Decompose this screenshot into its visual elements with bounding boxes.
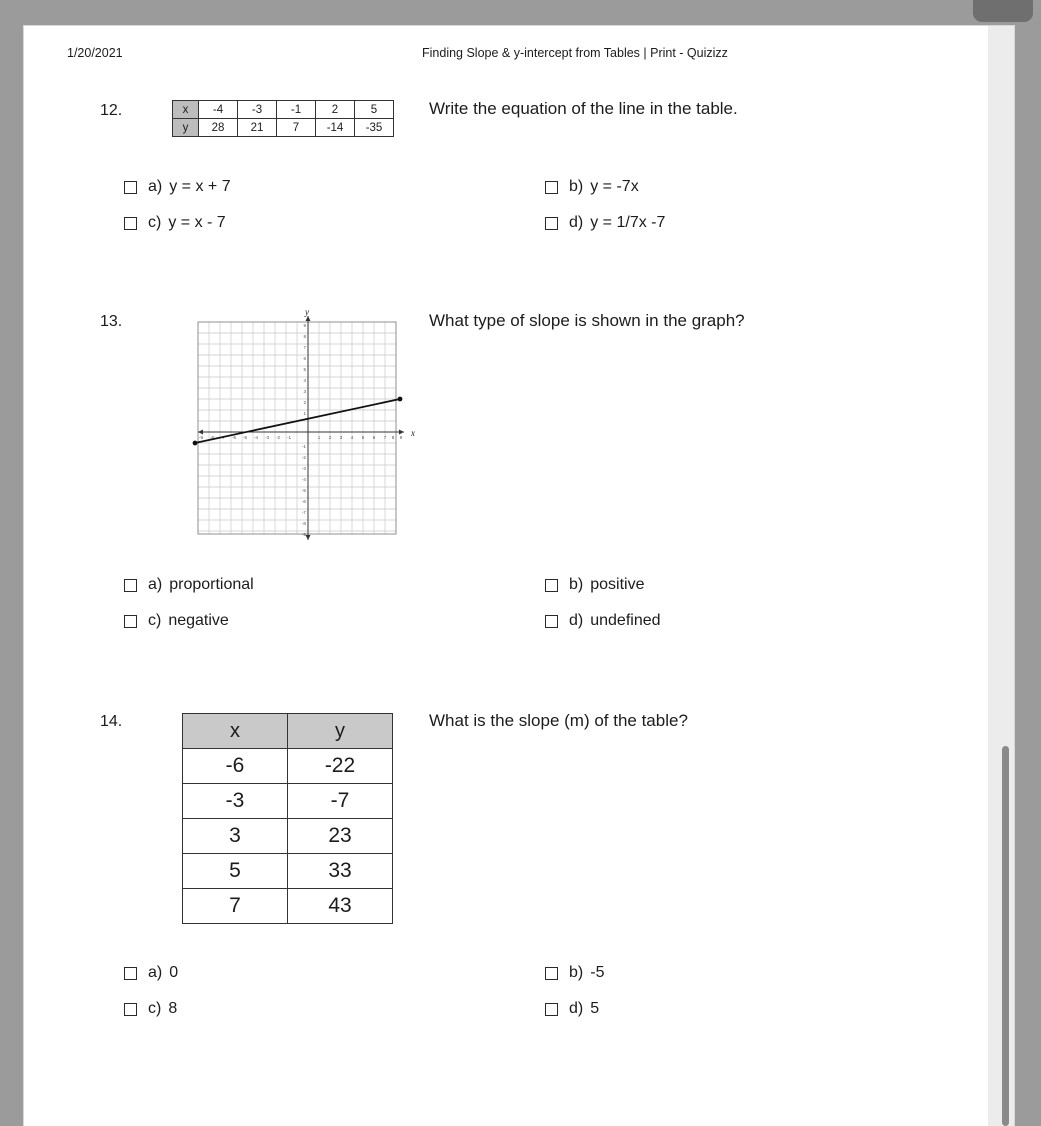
svg-text:-4: -4 bbox=[301, 477, 306, 482]
svg-text:5: 5 bbox=[361, 435, 365, 440]
cell-x: -6 bbox=[183, 749, 288, 784]
choice-13-c[interactable] bbox=[124, 612, 229, 630]
choice-text: undefined bbox=[590, 612, 661, 629]
table-row bbox=[183, 854, 393, 889]
page-content bbox=[24, 26, 988, 1126]
checkbox-icon[interactable] bbox=[545, 217, 558, 230]
svg-text:2: 2 bbox=[328, 435, 332, 440]
choice-letter: a) bbox=[148, 964, 163, 981]
choice-12-c[interactable] bbox=[124, 214, 226, 232]
svg-text:7: 7 bbox=[383, 435, 387, 440]
row-label-x: x bbox=[173, 101, 199, 119]
question-14-number: 14. bbox=[100, 713, 123, 730]
choice-letter: a) bbox=[148, 178, 163, 195]
choice-13-a[interactable] bbox=[124, 576, 254, 594]
question-12-number: 12. bbox=[100, 102, 123, 119]
cell-x-0: -4 bbox=[199, 101, 238, 119]
cell-y: 43 bbox=[288, 889, 393, 924]
choice-12-b[interactable] bbox=[545, 178, 639, 196]
browser-tab-stub[interactable] bbox=[973, 0, 1033, 22]
svg-text:-1: -1 bbox=[301, 444, 306, 449]
cell-y-1: 21 bbox=[238, 119, 277, 137]
cell-y: 33 bbox=[288, 854, 393, 889]
page-surface bbox=[24, 26, 1014, 1126]
cell-y-3: -14 bbox=[316, 119, 355, 137]
print-preview-page bbox=[24, 26, 1014, 1126]
svg-text:1: 1 bbox=[303, 411, 306, 416]
choice-text: y = 1/7x -7 bbox=[590, 214, 666, 231]
table-row bbox=[183, 749, 393, 784]
choice-letter: d) bbox=[569, 214, 584, 231]
svg-text:-3: -3 bbox=[264, 435, 270, 440]
scroll-gutter bbox=[988, 26, 1014, 1126]
cell-y-2: 7 bbox=[277, 119, 316, 137]
svg-text:1: 1 bbox=[317, 435, 321, 440]
cell-x-1: -3 bbox=[238, 101, 277, 119]
svg-text:3: 3 bbox=[303, 389, 306, 394]
cell-y-0: 28 bbox=[199, 119, 238, 137]
svg-text:9: 9 bbox=[303, 323, 306, 328]
checkbox-icon[interactable] bbox=[545, 1003, 558, 1016]
choice-text: 8 bbox=[168, 1000, 178, 1017]
choice-letter: b) bbox=[569, 178, 584, 195]
svg-text:-5: -5 bbox=[242, 435, 248, 440]
checkbox-icon[interactable] bbox=[545, 967, 558, 980]
svg-text:-1: -1 bbox=[286, 435, 292, 440]
choice-text: y = x + 7 bbox=[169, 178, 231, 195]
svg-text:4: 4 bbox=[303, 378, 306, 383]
svg-text:-5: -5 bbox=[301, 488, 306, 493]
table-row bbox=[183, 889, 393, 924]
choice-14-b[interactable] bbox=[545, 964, 604, 982]
column-header-y: y bbox=[288, 714, 393, 749]
checkbox-icon[interactable] bbox=[124, 579, 137, 592]
cell-y: -7 bbox=[288, 784, 393, 819]
choice-letter: d) bbox=[569, 612, 584, 629]
table-row bbox=[173, 119, 394, 137]
question-14-prompt: What is the slope (m) of the table? bbox=[429, 711, 688, 730]
svg-text:y: y bbox=[305, 308, 309, 317]
choice-text: positive bbox=[590, 576, 645, 593]
cell-x-2: -1 bbox=[277, 101, 316, 119]
cell-x: 5 bbox=[183, 854, 288, 889]
table-row bbox=[183, 819, 393, 854]
question-13-prompt: What type of slope is shown in the graph? bbox=[429, 311, 745, 330]
svg-text:-4: -4 bbox=[253, 435, 259, 440]
checkbox-icon[interactable] bbox=[124, 181, 137, 194]
vertical-scrollbar[interactable] bbox=[1002, 746, 1009, 1126]
choice-14-a[interactable] bbox=[124, 964, 178, 982]
svg-text:8: 8 bbox=[391, 435, 395, 440]
choice-12-a[interactable] bbox=[124, 178, 231, 196]
column-header-x: x bbox=[183, 714, 288, 749]
choice-letter: c) bbox=[148, 1000, 162, 1017]
checkbox-icon[interactable] bbox=[124, 615, 137, 628]
cell-y: -22 bbox=[288, 749, 393, 784]
svg-text:3: 3 bbox=[339, 435, 343, 440]
coordinate-grid-graph bbox=[172, 308, 422, 548]
table-row bbox=[173, 101, 394, 119]
question-13-graph bbox=[172, 308, 422, 548]
choice-12-d[interactable] bbox=[545, 214, 665, 232]
cell-x-4: 5 bbox=[355, 101, 394, 119]
table-header-row bbox=[183, 714, 393, 749]
svg-text:-9: -9 bbox=[301, 532, 306, 537]
checkbox-icon[interactable] bbox=[124, 967, 137, 980]
svg-text:6: 6 bbox=[372, 435, 376, 440]
question-13 bbox=[24, 308, 988, 648]
choice-13-b[interactable] bbox=[545, 576, 644, 594]
svg-text:4: 4 bbox=[350, 435, 354, 440]
checkbox-icon[interactable] bbox=[124, 217, 137, 230]
svg-text:-6: -6 bbox=[231, 435, 237, 440]
cell-x: 7 bbox=[183, 889, 288, 924]
svg-text:-3: -3 bbox=[301, 466, 306, 471]
svg-text:-2: -2 bbox=[275, 435, 281, 440]
document-header bbox=[24, 46, 988, 62]
choice-text: -5 bbox=[590, 964, 605, 981]
svg-text:-9: -9 bbox=[198, 435, 204, 440]
checkbox-icon[interactable] bbox=[124, 1003, 137, 1016]
choice-letter: c) bbox=[148, 612, 162, 629]
question-14 bbox=[24, 708, 988, 1038]
choice-text: negative bbox=[168, 612, 229, 629]
svg-text:-6: -6 bbox=[301, 499, 306, 504]
cell-y: 23 bbox=[288, 819, 393, 854]
checkbox-icon[interactable] bbox=[545, 615, 558, 628]
choice-letter: c) bbox=[148, 214, 162, 231]
choice-text: y = x - 7 bbox=[168, 214, 226, 231]
question-12-table bbox=[172, 100, 394, 137]
table-row bbox=[183, 784, 393, 819]
svg-text:-7: -7 bbox=[301, 510, 306, 515]
question-14-table bbox=[182, 713, 393, 924]
choice-text: proportional bbox=[169, 576, 254, 593]
choice-text: 5 bbox=[590, 1000, 600, 1017]
cell-x-3: 2 bbox=[316, 101, 355, 119]
cell-y-4: -35 bbox=[355, 119, 394, 137]
choice-letter: b) bbox=[569, 576, 584, 593]
browser-backdrop bbox=[0, 0, 1041, 26]
choice-14-c[interactable] bbox=[124, 1000, 177, 1018]
cell-x: 3 bbox=[183, 819, 288, 854]
choice-13-d[interactable] bbox=[545, 612, 661, 630]
svg-text:-2: -2 bbox=[301, 455, 306, 460]
choice-14-d[interactable] bbox=[545, 1000, 599, 1018]
cell-x: -3 bbox=[183, 784, 288, 819]
choice-letter: d) bbox=[569, 1000, 584, 1017]
svg-text:8: 8 bbox=[303, 334, 306, 339]
svg-text:9: 9 bbox=[399, 435, 403, 440]
svg-text:x: x bbox=[411, 428, 415, 438]
svg-text:5: 5 bbox=[303, 367, 306, 372]
checkbox-icon[interactable] bbox=[545, 181, 558, 194]
print-date: 1/20/2021 bbox=[67, 46, 123, 60]
question-12-prompt: Write the equation of the line in the table. bbox=[429, 99, 738, 118]
choice-letter: b) bbox=[569, 964, 584, 981]
svg-text:7: 7 bbox=[303, 345, 306, 350]
svg-text:-8: -8 bbox=[301, 521, 306, 526]
question-12 bbox=[24, 96, 988, 246]
svg-text:-8: -8 bbox=[209, 435, 215, 440]
choice-text: 0 bbox=[169, 964, 179, 981]
question-13-number: 13. bbox=[100, 313, 123, 330]
document-title: Finding Slope & y-intercept from Tables | Print - Quizizz bbox=[422, 46, 728, 60]
choice-letter: a) bbox=[148, 576, 163, 593]
checkbox-icon[interactable] bbox=[545, 579, 558, 592]
svg-text:2: 2 bbox=[303, 400, 306, 405]
svg-text:6: 6 bbox=[303, 356, 306, 361]
choice-text: y = -7x bbox=[590, 178, 639, 195]
row-label-y: y bbox=[173, 119, 199, 137]
